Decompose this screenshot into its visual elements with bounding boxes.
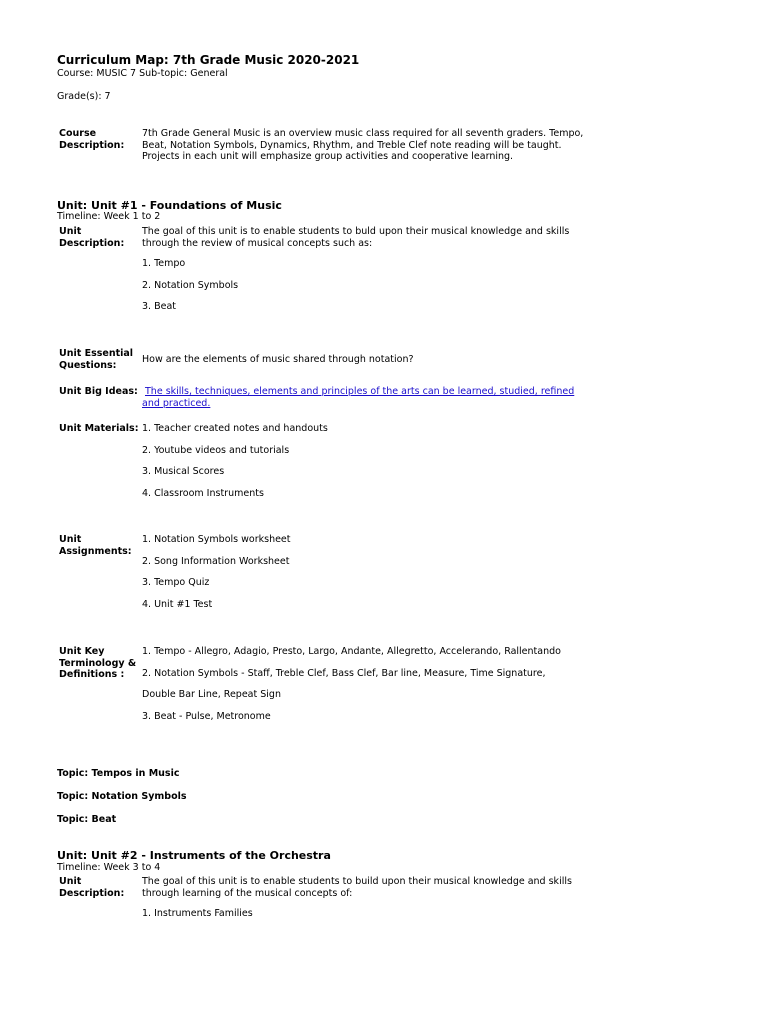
unit-1-heading: Unit: Unit #1 - Foundations of Music	[57, 199, 282, 212]
unit-2-timeline: Timeline: Week 3 to 4	[57, 862, 161, 873]
list-item: 1. Teacher created notes and handouts	[142, 423, 328, 434]
unit-2-description-text: The goal of this unit is to enable students to build upon their musical knowledge and skills through learning of the musical concepts of:	[142, 876, 572, 899]
unit-1-essential-question: How are the elements of music shared through notation?	[142, 354, 414, 365]
unit-1-timeline: Timeline: Week 1 to 2	[57, 211, 161, 222]
page-title: Curriculum Map: 7th Grade Music 2020-2021	[57, 53, 360, 67]
list-item: 2. Notation Symbols - Staff, Treble Clef, Bass Clef, Bar line, Measure, Time Signature,	[142, 668, 546, 679]
list-item: Double Bar Line, Repeat Sign	[142, 689, 281, 700]
grades-line: Grade(s): 7	[57, 91, 111, 102]
topic-heading: Topic: Tempos in Music	[57, 768, 180, 779]
list-item: 2. Youtube videos and tutorials	[142, 445, 290, 456]
list-item: 3. Beat - Pulse, Metronome	[142, 711, 271, 722]
unit-1-essential-questions-label: Unit Essential Questions:	[59, 348, 134, 371]
course-description-label: Course Description:	[59, 128, 125, 151]
unit-1-description-label: Unit Description:	[59, 226, 125, 249]
list-item: 3. Musical Scores	[142, 466, 225, 477]
unit-2-description-label: Unit Description:	[59, 876, 125, 899]
unit-1-assignments-label: Unit Assignments:	[59, 534, 132, 557]
unit-1-terminology-label: Unit Key Terminology & Definitions :	[59, 646, 137, 680]
list-item: 2. Song Information Worksheet	[142, 556, 290, 567]
list-item: 3. Tempo Quiz	[142, 577, 210, 588]
unit-2-heading: Unit: Unit #2 - Instruments of the Orchestra	[57, 849, 331, 862]
course-description-text: 7th Grade General Music is an overview music class required for all seventh graders. Tempo, Beat, Notation Symbols, Dynamics, Rhythm, and Treble Clef note reading will be taught. Projects in each unit will emphasize group activities and cooperative learning.	[142, 128, 584, 162]
unit-1-big-ideas-link[interactable]: The skills, techniques, elements and principles of the arts can be learned, studied, refined and practiced.	[142, 386, 575, 409]
list-item: 3. Beat	[142, 301, 176, 312]
unit-1-description-text: The goal of this unit is to enable students to buld upon their musical knowledge and skills through the review of musical concepts such as:	[142, 226, 570, 249]
list-item: 4. Unit #1 Test	[142, 599, 213, 610]
list-item: 2. Notation Symbols	[142, 280, 239, 291]
topic-heading: Topic: Notation Symbols	[57, 791, 187, 802]
list-item: 1. Tempo - Allegro, Adagio, Presto, Largo, Andante, Allegretto, Accelerando, Rallentando	[142, 646, 561, 657]
list-item: 4. Classroom Instruments	[142, 488, 264, 499]
topic-heading: Topic: Beat	[57, 814, 117, 825]
list-item: 1. Instruments Families	[142, 908, 253, 919]
list-item: 1. Notation Symbols worksheet	[142, 534, 291, 545]
unit-1-materials-label: Unit Materials:	[59, 423, 139, 434]
list-item: 1. Tempo	[142, 258, 186, 269]
course-line: Course: MUSIC 7 Sub-topic: General	[57, 68, 228, 79]
unit-1-big-ideas-label: Unit Big Ideas:	[59, 386, 138, 397]
